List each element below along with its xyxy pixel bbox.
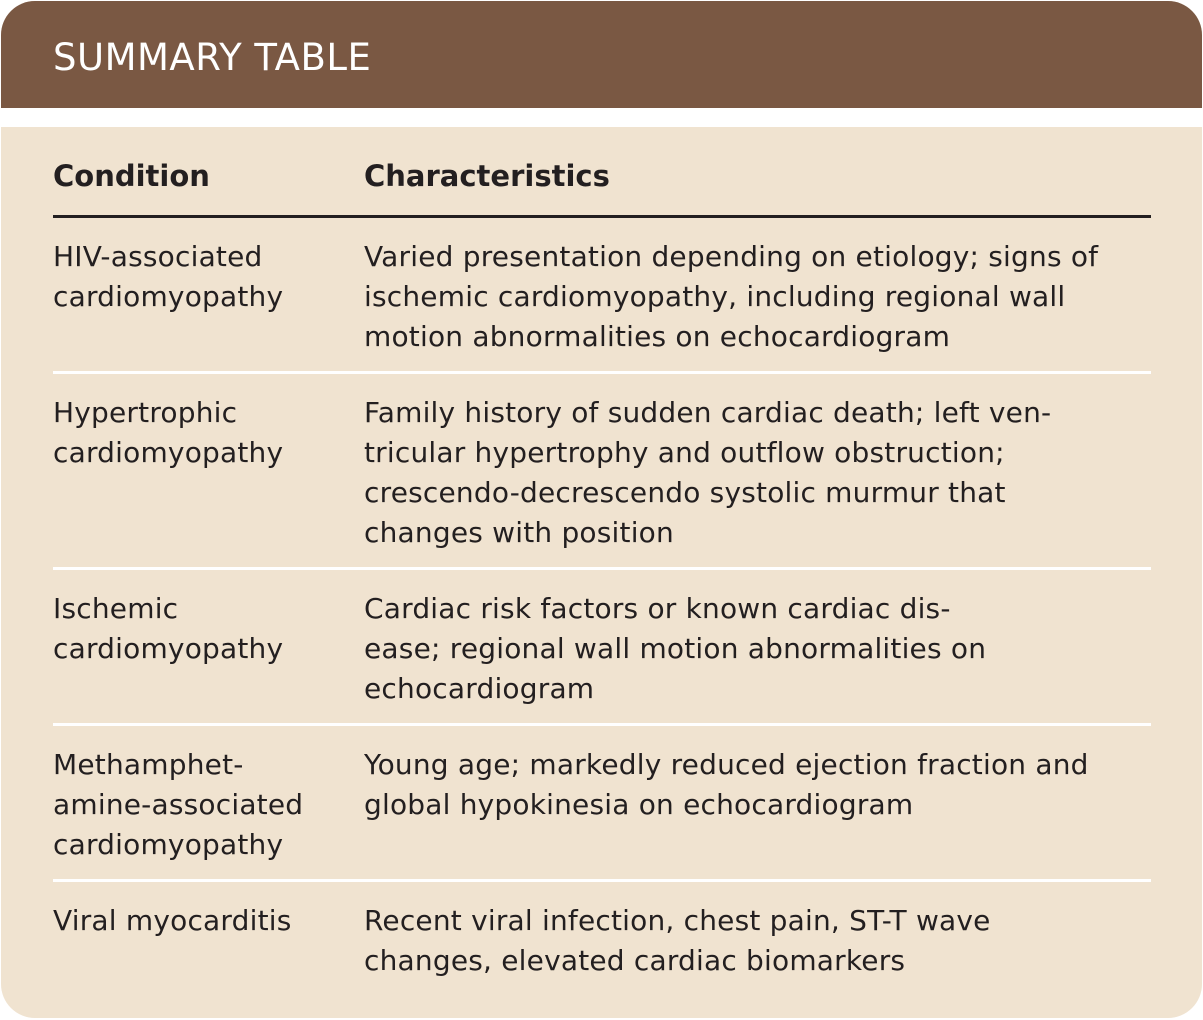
column-header-characteristics: Characteristics [364, 159, 610, 193]
summary-table-card [1, 1, 1202, 1018]
characteristics-cell: Family history of sudden cardiac death; left ven- tricular hypertrophy and outflow obstruction; crescendo-decrescendo systolic murmur that changes with position [364, 396, 1052, 549]
header-divider [1, 108, 1202, 127]
condition-cell: Ischemic cardiomyopathy [53, 592, 284, 665]
characteristics-cell: Young age; markedly reduced ejection fraction and global hypokinesia on echocardiogram [364, 748, 1089, 821]
table-header-row [53, 127, 1151, 218]
condition-cell: Hypertrophic cardiomyopathy [53, 396, 284, 469]
condition-cell: Viral myocarditis [53, 904, 292, 937]
table-row [53, 570, 1151, 726]
table-header-bar [1, 1, 1202, 108]
table-title: SUMMARY TABLE [53, 36, 372, 79]
table-row [53, 374, 1151, 570]
table-row [53, 726, 1151, 882]
condition-cell: Methamphet- amine-associated cardiomyopathy [53, 748, 304, 861]
characteristics-cell: Cardiac risk factors or known cardiac dis- ease; regional wall motion abnormalities on echocardiogram [364, 592, 987, 705]
column-header-condition: Condition [53, 159, 210, 193]
summary-table [53, 127, 1151, 1012]
table-row [53, 218, 1151, 374]
characteristics-cell: Recent viral infection, chest pain, ST-T wave changes, elevated cardiac biomarkers [364, 904, 991, 977]
table-row [53, 882, 1151, 1012]
characteristics-cell: Varied presentation depending on etiology; signs of ischemic cardiomyopathy, including regional wall motion abnormalities on echocardiogram [364, 240, 1099, 353]
condition-cell: HIV-associated cardiomyopathy [53, 240, 284, 313]
